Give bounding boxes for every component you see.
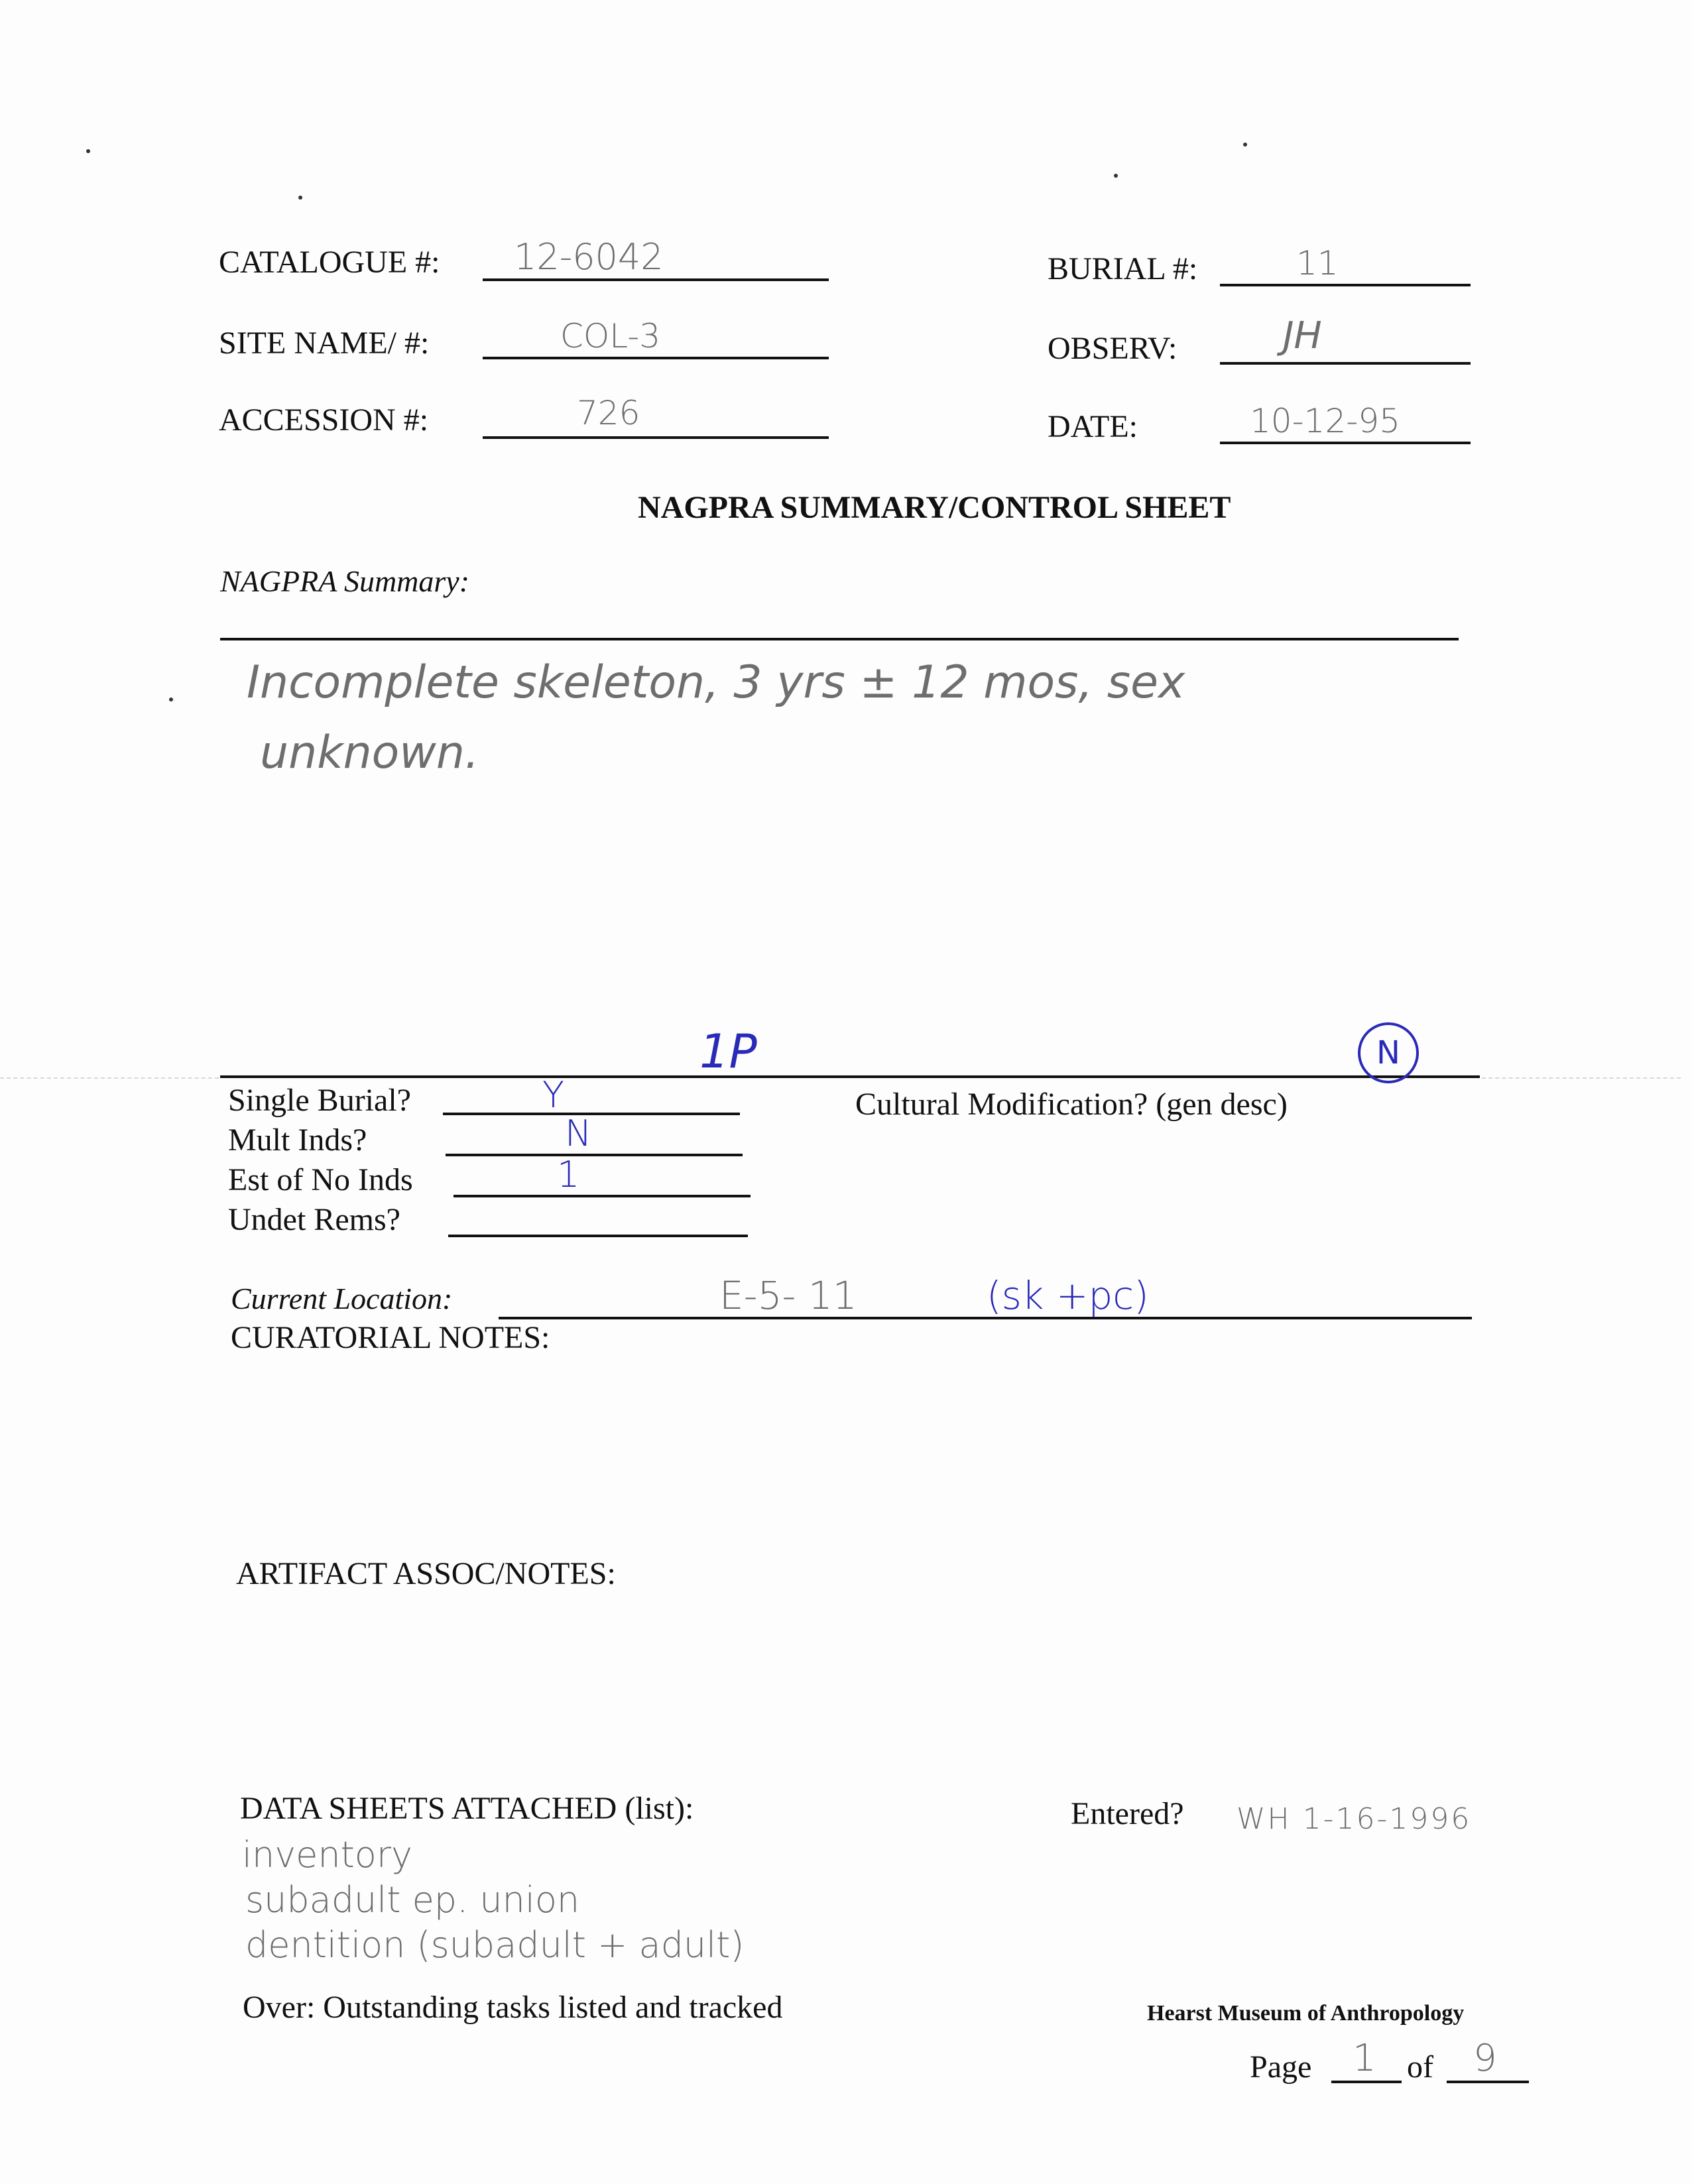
data-sheet-item: dentition (subadult + adult) bbox=[245, 1924, 745, 1966]
museum-name: Hearst Museum of Anthropology bbox=[1147, 2001, 1465, 2026]
burial-line bbox=[1220, 284, 1471, 286]
over-note: Over: Outstanding tasks listed and tracked bbox=[243, 1990, 783, 2025]
current-location-line bbox=[499, 1317, 1472, 1319]
current-location-value: E-5- 11 bbox=[719, 1273, 857, 1318]
undet-rems-line bbox=[448, 1235, 748, 1237]
cultural-modification-value: N bbox=[1376, 1034, 1400, 1071]
fold-mark-right bbox=[1482, 1077, 1681, 1079]
catalogue-line bbox=[483, 278, 829, 281]
speck bbox=[1243, 143, 1247, 147]
speck bbox=[1114, 174, 1118, 178]
est-inds-value: 1 bbox=[557, 1154, 580, 1195]
page-number: 1 bbox=[1353, 2037, 1376, 2080]
annotation-ip: 1P bbox=[699, 1024, 757, 1079]
date-value: 10-12-95 bbox=[1250, 402, 1400, 440]
accession-value: 726 bbox=[577, 394, 640, 432]
speck bbox=[169, 698, 173, 701]
date-label: DATE: bbox=[1048, 409, 1138, 444]
cultural-modification-label: Cultural Modification? (gen desc) bbox=[855, 1087, 1288, 1122]
speck bbox=[298, 196, 302, 200]
catalogue-value: 12-6042 bbox=[514, 236, 664, 278]
catalogue-label: CATALOGUE #: bbox=[219, 245, 440, 280]
data-sheet-item: inventory bbox=[242, 1834, 413, 1876]
mult-inds-value: N bbox=[565, 1113, 592, 1154]
page-total: 9 bbox=[1473, 2037, 1497, 2080]
page-label: Page bbox=[1250, 2049, 1312, 2085]
site-label: SITE NAME/ #: bbox=[219, 326, 430, 361]
site-value: COL-3 bbox=[560, 317, 661, 355]
accession-line bbox=[483, 436, 829, 439]
artifact-notes-label: ARTIFACT ASSOC/NOTES: bbox=[236, 1556, 616, 1591]
current-location-note: (sk +pc) bbox=[987, 1273, 1149, 1318]
cultural-modification-circled-value bbox=[1358, 1022, 1419, 1083]
summary-text-line1: Incomplete skeleton, 3 yrs ± 12 mos, sex bbox=[247, 656, 1185, 709]
data-sheet-item: subadult ep. union bbox=[245, 1879, 580, 1921]
summary-line bbox=[220, 638, 1459, 640]
curatorial-notes-label: CURATORIAL NOTES: bbox=[231, 1320, 550, 1355]
observ-label: OBSERV: bbox=[1048, 331, 1178, 366]
accession-label: ACCESSION #: bbox=[219, 402, 429, 438]
entered-value: WH 1-16-1996 bbox=[1237, 1802, 1472, 1836]
of-label: of bbox=[1407, 2049, 1433, 2085]
speck bbox=[86, 149, 90, 153]
undet-rems-label: Undet Rems? bbox=[228, 1202, 400, 1237]
entered-label: Entered? bbox=[1071, 1796, 1184, 1831]
single-burial-label: Single Burial? bbox=[228, 1083, 411, 1118]
est-inds-label: Est of No Inds bbox=[228, 1162, 413, 1197]
observ-line bbox=[1220, 362, 1471, 365]
est-inds-line bbox=[453, 1195, 751, 1197]
summary-label: NAGPRA Summary: bbox=[220, 564, 470, 598]
site-line bbox=[483, 357, 829, 359]
page-number-line bbox=[1331, 2081, 1402, 2083]
page-title: NAGPRA SUMMARY/CONTROL SHEET bbox=[638, 490, 1231, 525]
section-divider bbox=[220, 1075, 1480, 1078]
observ-value: JH bbox=[1283, 314, 1322, 357]
burial-label: BURIAL #: bbox=[1048, 251, 1198, 286]
summary-text-line2: unknown. bbox=[260, 727, 479, 779]
date-line bbox=[1220, 442, 1471, 444]
mult-inds-label: Mult Inds? bbox=[228, 1122, 367, 1158]
data-sheets-label: DATA SHEETS ATTACHED (list): bbox=[240, 1791, 694, 1826]
current-location-label: Current Location: bbox=[231, 1282, 453, 1315]
single-burial-value: Y bbox=[542, 1074, 564, 1116]
fold-mark-left bbox=[0, 1077, 219, 1079]
burial-value: 11 bbox=[1296, 244, 1339, 282]
mult-inds-line bbox=[446, 1154, 743, 1156]
page-total-line bbox=[1447, 2081, 1529, 2083]
